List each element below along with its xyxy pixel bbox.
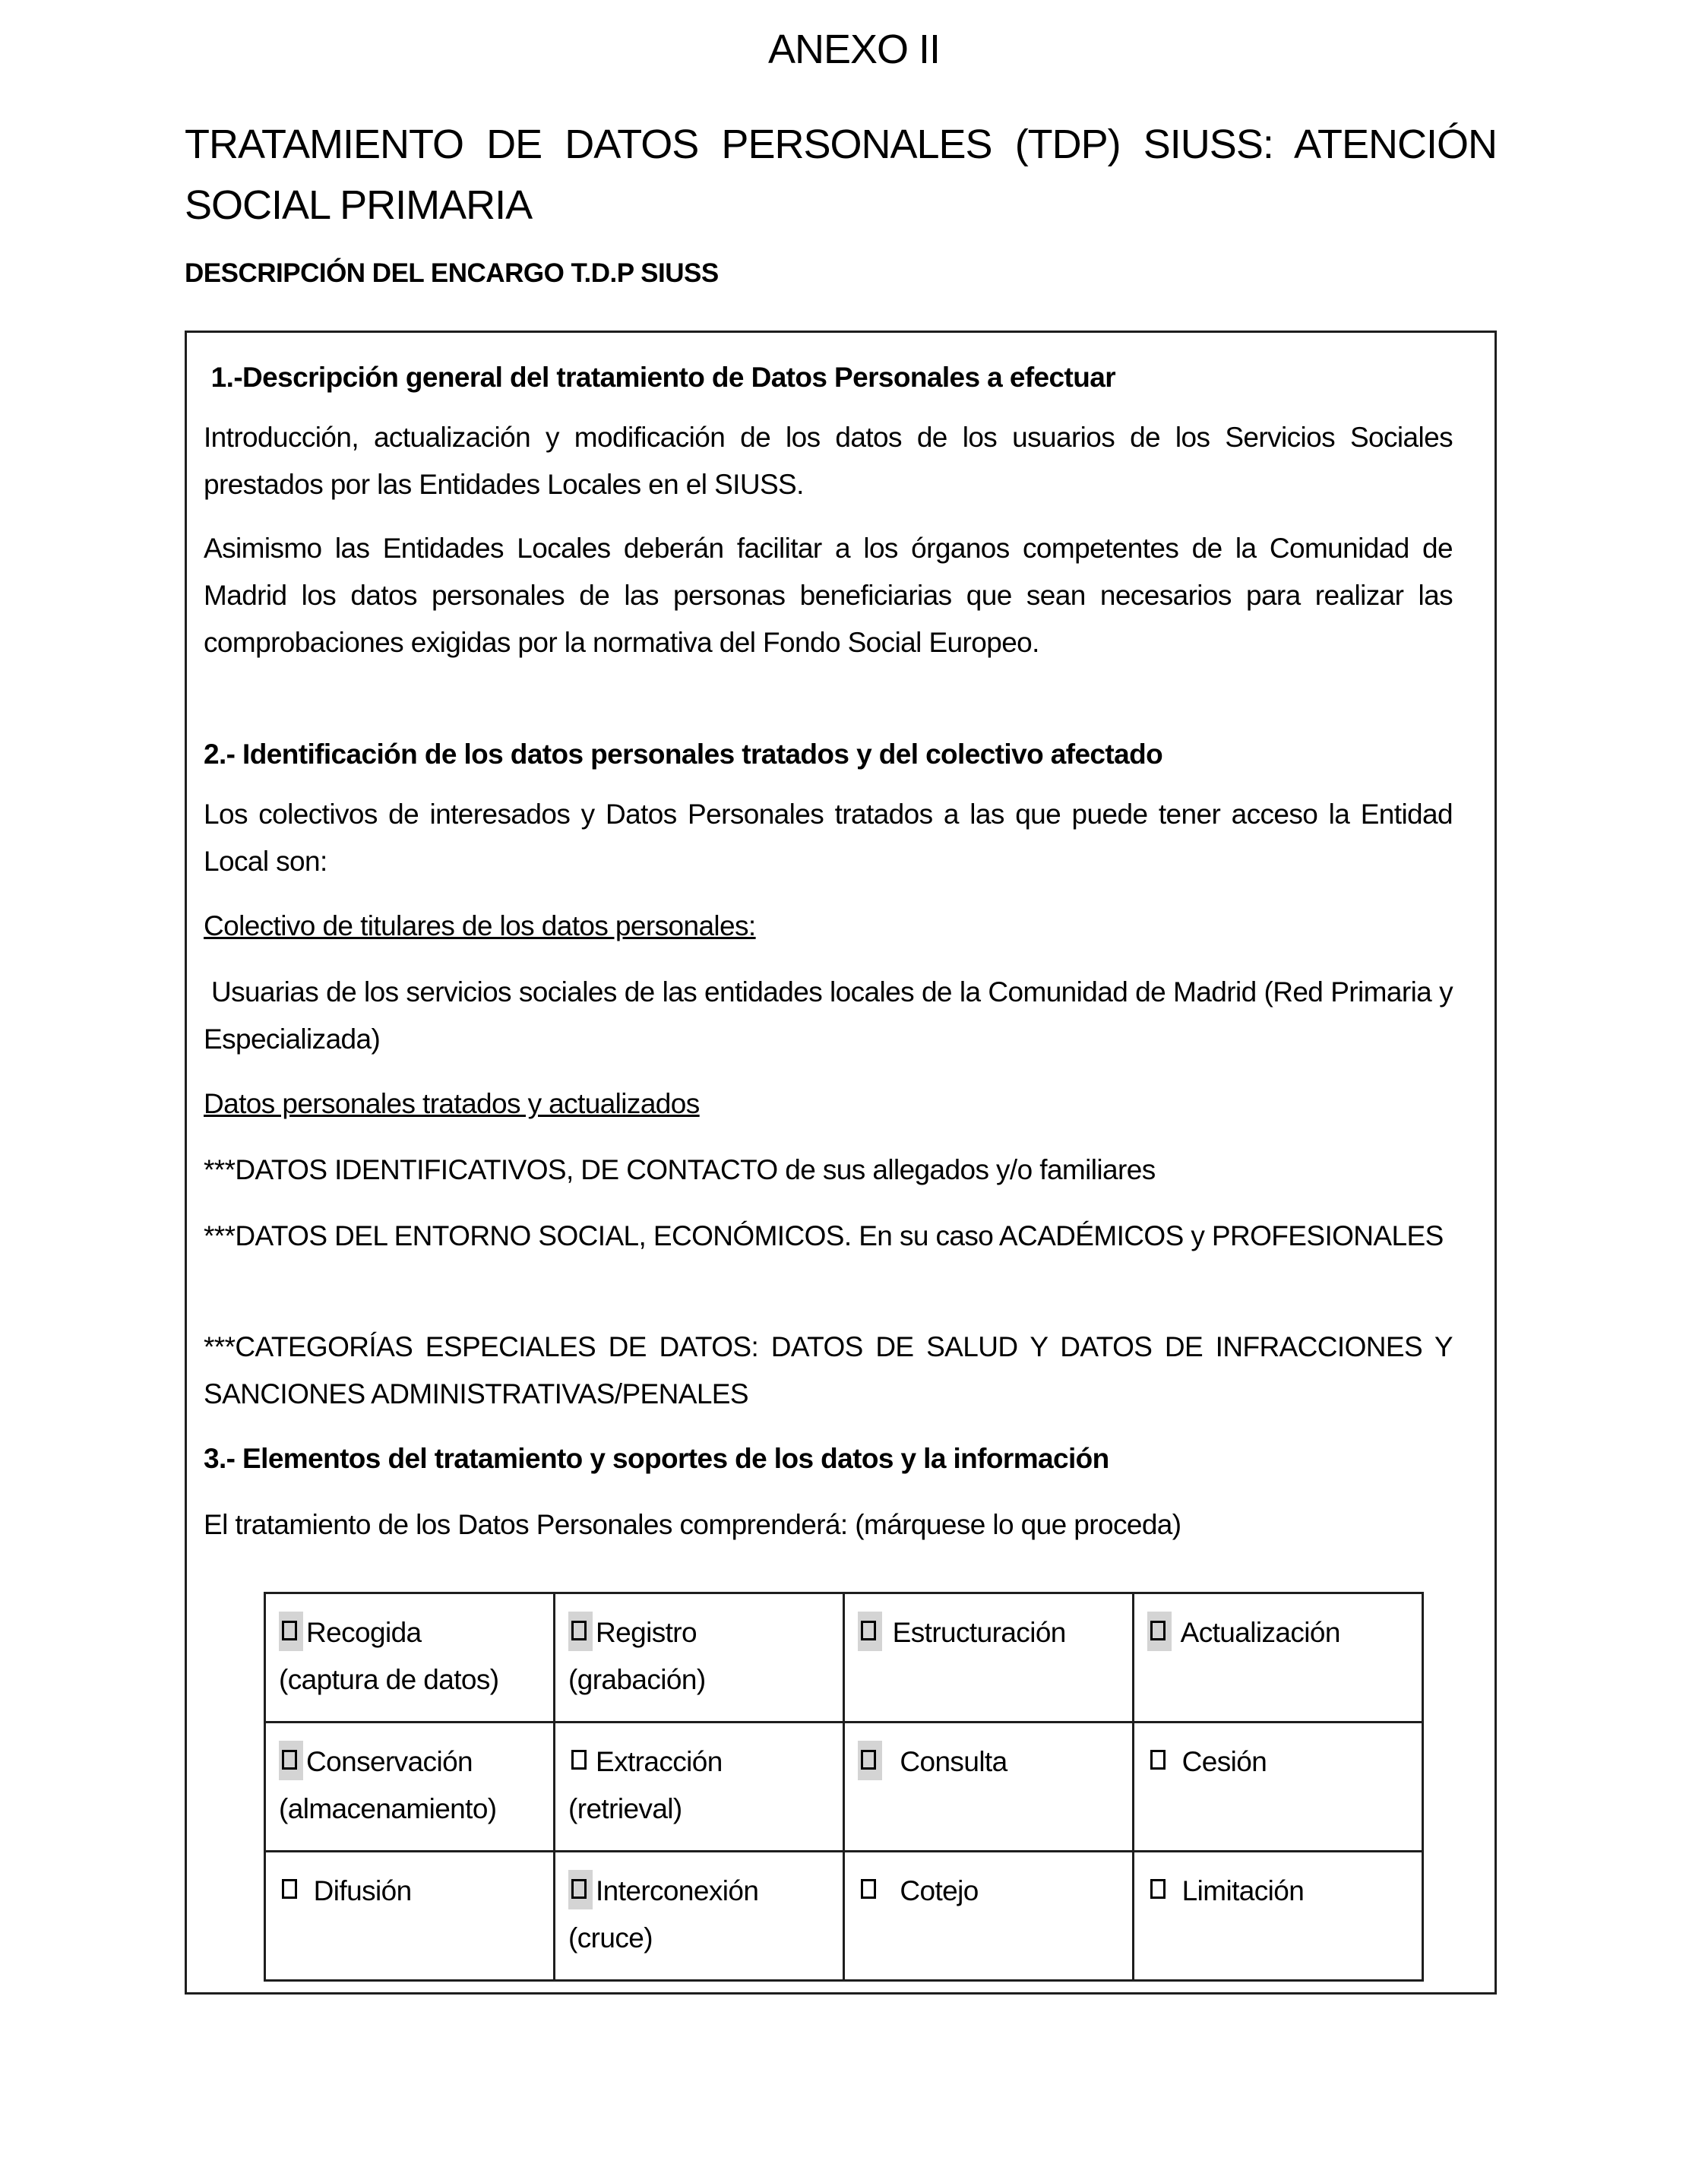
label-cesion: Cesión	[1175, 1746, 1267, 1777]
document-title-line-1: TRATAMIENTO DE DATOS PERSONALES (TDP) SIUSS: ATENCIÓN	[185, 122, 1497, 167]
detail-extraccion: (retrieval)	[568, 1793, 682, 1824]
checkbox-recogida[interactable]	[279, 1612, 303, 1651]
table-cell-cotejo	[844, 1852, 1134, 1981]
section-2-subheading-data	[204, 1080, 1453, 1128]
section-1-paragraph-1: Introducción, actualización y modificación de los datos de los usuarios de los Servicios Sociales prestados por las Entidades Locales en el SIUSS.	[204, 422, 1453, 500]
data-subheading: Datos personales tratados y actualizados	[204, 1088, 700, 1119]
checkbox-extraccion[interactable]	[568, 1741, 593, 1780]
checkbox-registro[interactable]	[568, 1612, 593, 1651]
label-recogida: Recogida	[306, 1617, 422, 1648]
detail-interconexion: (cruce)	[568, 1922, 653, 1953]
label-estructuracion: Estructuración	[885, 1617, 1066, 1648]
document-title-line-2: SOCIAL PRIMARIA	[185, 182, 533, 228]
section-2-paragraph-2: Usuarias de los servicios sociales de las entidades locales de la Comunidad de Madrid (Red Primaria y Especializada)	[204, 976, 1460, 1055]
data-item-identificativos: ***DATOS IDENTIFICATIVOS, DE CONTACTO de sus allegados y/o familiares	[204, 1154, 1156, 1185]
label-difusion: Difusión	[306, 1875, 412, 1906]
label-actualizacion: Actualización	[1175, 1617, 1340, 1648]
data-item-categorias-especiales: ***CATEGORÍAS ESPECIALES DE DATOS: DATOS DE SALUD Y DATOS DE INFRACCIONES Y SANCIONES ADMINISTRATIVAS/PENALES	[204, 1331, 1453, 1409]
checkbox-actualizacion[interactable]	[1147, 1612, 1172, 1651]
table-cell-consulta	[844, 1723, 1134, 1852]
table-cell-limitacion	[1134, 1852, 1423, 1981]
table-row	[265, 1852, 1423, 1981]
label-limitacion: Limitación	[1175, 1875, 1305, 1906]
label-interconexion: Interconexión	[596, 1875, 759, 1906]
holders-subheading: Colectivo de titulares de los datos personales:	[204, 910, 756, 941]
table-cell-actualizacion	[1134, 1593, 1423, 1723]
treatment-elements-table	[264, 1592, 1424, 1982]
data-item-entorno-social: ***DATOS DEL ENTORNO SOCIAL, ECONÓMICOS. En su caso ACADÉMICOS y PROFESIONALES	[204, 1220, 1444, 1251]
table-cell-conservacion	[265, 1723, 555, 1852]
document-subtitle: DESCRIPCIÓN DEL ENCARGO T.D.P SIUSS	[185, 258, 719, 288]
label-extraccion: Extracción	[596, 1746, 723, 1777]
detail-registro: (grabación)	[568, 1664, 706, 1695]
label-cotejo: Cotejo	[885, 1875, 979, 1906]
checkbox-difusion[interactable]	[279, 1870, 303, 1909]
table-cell-interconexion	[555, 1852, 844, 1981]
section-2-subheading-holders	[204, 903, 1453, 950]
detail-conservacion: (almacenamiento)	[279, 1793, 497, 1824]
checkbox-consulta[interactable]	[858, 1741, 882, 1780]
checkbox-estructuracion[interactable]	[858, 1612, 882, 1651]
checkbox-interconexion[interactable]	[568, 1870, 593, 1909]
table-cell-registro	[555, 1593, 844, 1723]
section-2-heading: 2.- Identificación de los datos personales tratados y del colectivo afectado	[204, 739, 1163, 770]
table-row	[265, 1723, 1423, 1852]
section-2-paragraph-1: Los colectivos de interesados y Datos Personales tratados a las que puede tener acceso la Entidad Local son:	[204, 799, 1453, 877]
table-cell-cesion	[1134, 1723, 1423, 1852]
table-cell-extraccion	[555, 1723, 844, 1852]
label-registro: Registro	[596, 1617, 697, 1648]
table-cell-estructuracion	[844, 1593, 1134, 1723]
section-1-paragraph-2: Asimismo las Entidades Locales deberán facilitar a los órganos competentes de la Comunidad de Madrid los datos personales de las personas beneficiarias que sean necesarios para realizar las comprobaciones exigidas por la normativa del Fondo Social Europeo.	[204, 533, 1453, 658]
checkbox-cesion[interactable]	[1147, 1741, 1172, 1780]
checkbox-cotejo[interactable]	[858, 1870, 882, 1909]
description-box	[185, 331, 1497, 1995]
table-cell-difusion	[265, 1852, 555, 1981]
detail-recogida: (captura de datos)	[279, 1664, 499, 1695]
table-row	[265, 1593, 1423, 1723]
section-3-paragraph-1: El tratamiento de los Datos Personales comprenderá: (márquese lo que proceda)	[204, 1509, 1181, 1540]
table-cell-recogida	[265, 1593, 555, 1723]
label-consulta: Consulta	[885, 1746, 1007, 1777]
document-title	[185, 114, 1497, 236]
label-conservacion: Conservación	[306, 1746, 473, 1777]
section-3-heading: 3.- Elementos del tratamiento y soportes de los datos y la información	[204, 1443, 1109, 1474]
annex-title: ANEXO II	[767, 27, 941, 72]
checkbox-conservacion[interactable]	[279, 1741, 303, 1780]
section-1-heading: 1.-Descripción general del tratamiento de Datos Personales a efectuar	[204, 362, 1115, 393]
checkbox-limitacion[interactable]	[1147, 1870, 1172, 1909]
